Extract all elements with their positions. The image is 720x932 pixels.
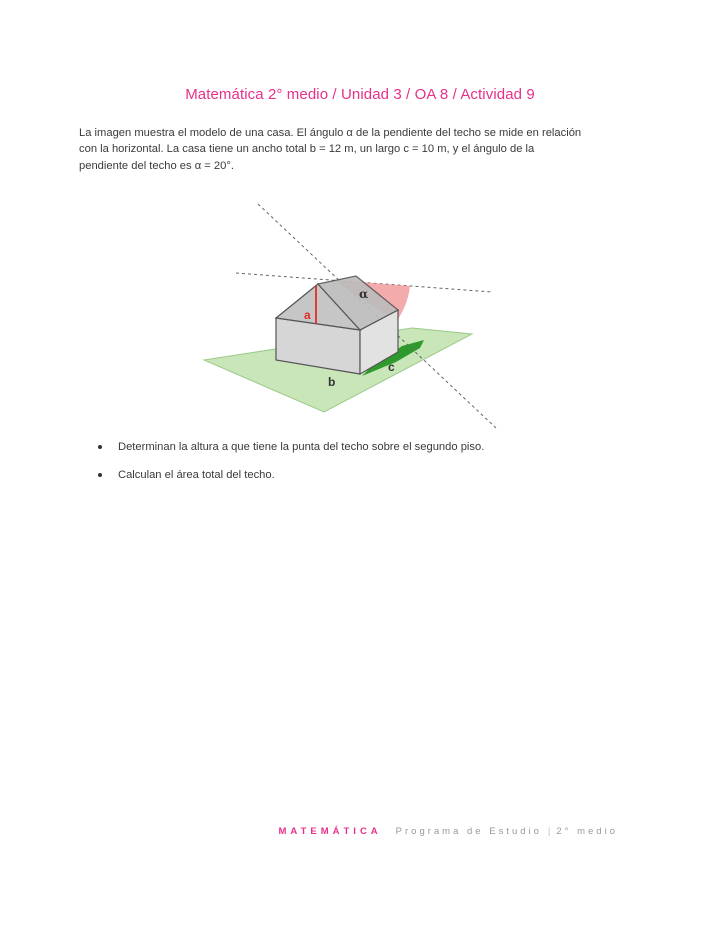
label-a: a: [304, 308, 311, 322]
footer-separator: |: [547, 826, 551, 837]
label-alpha: α: [359, 287, 369, 301]
task-item-roof-area: [96, 468, 636, 482]
task-item-height: [96, 440, 636, 454]
house-model-figure: [200, 198, 500, 434]
task-text: Determinan la altura a que tiene la punta del techo sobre el segundo piso.: [118, 441, 485, 453]
bullet-icon: [98, 473, 102, 477]
footer-brand: MATEMÁTICA: [278, 826, 382, 837]
label-c: c: [388, 360, 395, 374]
problem-statement: [79, 125, 639, 174]
task-list: [96, 440, 636, 496]
statement-line-3: pendiente del techo es α = 20°.: [79, 159, 234, 172]
footer-grade: 2° medio: [556, 826, 618, 837]
page-footer: [279, 826, 618, 837]
page-title: Matemática 2° medio / Unidad 3 / OA 8 / Actividad 9: [185, 86, 535, 103]
footer-program: Programa de Estudio: [395, 826, 542, 837]
statement-line-1: La imagen muestra el modelo de una casa. El ángulo α de la pendiente del techo se mide en relación: [79, 127, 582, 139]
label-b: b: [328, 375, 336, 389]
task-text: Calculan el área total del techo.: [118, 469, 275, 481]
bullet-icon: [98, 445, 102, 449]
statement-line-2: con la horizontal. La casa tiene un ancho total b = 12 m, un largo c = 10 m, y el ángulo de la: [79, 143, 535, 156]
house-model-svg: [200, 198, 500, 434]
